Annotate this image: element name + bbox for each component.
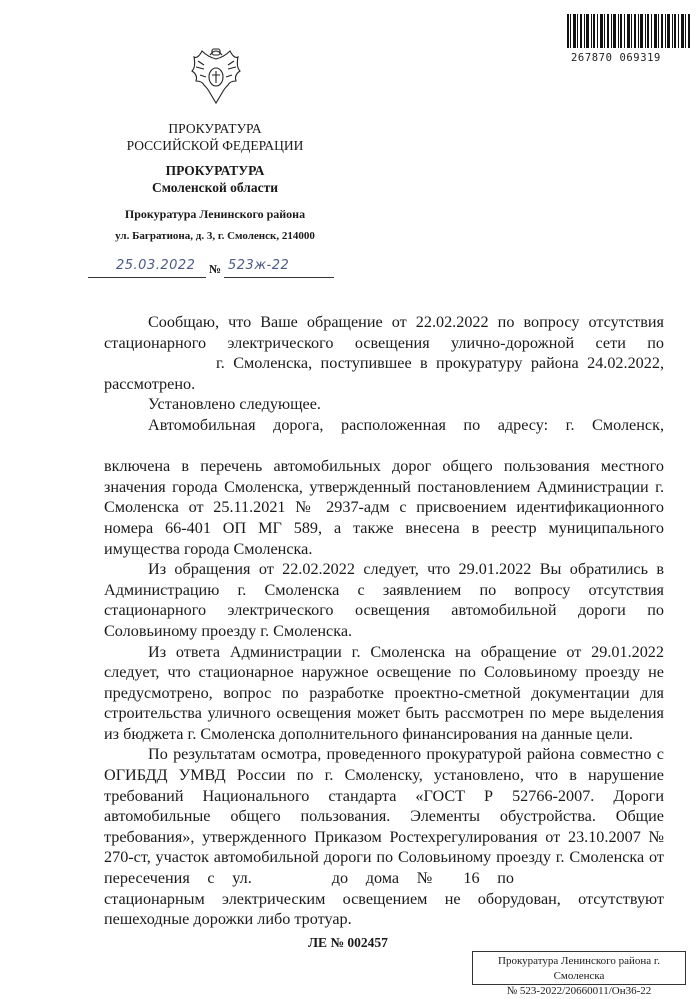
paragraph-6-text: По результатам осмотра, проведенного прокуратурой района совместно с ОГИБДД УМВД России по г. Смоленску, установлено, что в нарушение требований Национального стандарта «ГОСТ Р 52766-2007. Дороги автомобильные общего пользования. Элементы обустройства. Общие требования», утвержденного Приказом Ростехрегулирования от 23.10.2007 № 270-ст, участок автомобильной дороги по Соловьиному проезду г. Смоленска от пересечения с ул.: [104, 745, 664, 888]
paragraph-2: Установлено следующее.: [148, 395, 321, 414]
barcode-bars: [567, 14, 691, 50]
agency-line1: ПРОКУРАТУРА: [168, 121, 262, 136]
paragraph-4: Из обращения от 22.02.2022 следует, что 29.01.2022 Вы обратились в Администрацию г. Смоленска с заявлением по вопросу отсутствия стационарного электрического освещения автомобильной дороги по Соловьиному проезду г. Смоленска.: [104, 560, 664, 640]
registration-date: 25.03.2022: [116, 258, 196, 273]
regional-header: [100, 162, 330, 196]
paragraph-6: [104, 744, 664, 929]
agency-line2: РОССИЙСКОЙ ФЕДЕРАЦИИ: [126, 138, 304, 153]
registration-line: [88, 258, 348, 282]
registration-number: 523ж-22: [228, 258, 290, 273]
paragraph-1-end: г. Смоленска, поступившее в прокуратуру района 24.02.2022, рассмотрено.: [104, 354, 664, 393]
paragraph-6-mid: до дома № 16 по: [331, 869, 515, 888]
letter-body: [104, 312, 664, 930]
paragraph-3-start: Автомобильная дорога, расположенная по адресу: г. Смоленск,: [148, 415, 664, 434]
date-underline: [88, 277, 206, 278]
paragraph-3: [104, 415, 664, 559]
paragraph-3-text: включена в перечень автомобильных дорог общего пользования местного значения города Смоленска, утвержденный постановлением Администрации г. Смоленска от 25.11.2021 № 2937-адм с присвоением идентификационного номера 66-401 ОП МГ 589, а также внесена в реестр муниципального имущества города Смоленска.: [104, 457, 664, 558]
number-underline: [224, 277, 334, 278]
coat-of-arms-icon: [190, 45, 242, 107]
stamp-line1: Прокуратура Ленинского района г. Смоленска: [498, 955, 660, 982]
regional-line1: ПРОКУРАТУРА: [165, 163, 265, 178]
barcode-number: 267870 069319: [571, 52, 661, 64]
paragraph-5: Из ответа Администрации г. Смоленска на обращение от 29.01.2022 следует, что стационарное наружное освещение по Соловьиному проезду не предусмотрено, вопрос по разработке проектно-сметной документации для строительства уличного освещения может быть рассмотрен по мере выделения из бюджета г. Смоленска дополнительного финансирования на данные цели.: [104, 642, 664, 743]
number-sign: №: [209, 262, 222, 276]
stamp-line2: № 523-2022/20660011/Он36-22: [506, 985, 652, 997]
regional-line2: Смоленской области: [151, 180, 279, 195]
barcode: [567, 14, 691, 64]
form-number: ЛЕ № 002457: [308, 935, 388, 950]
paragraph-1: [104, 312, 664, 394]
district-office: Прокуратура Ленинского района: [124, 207, 306, 221]
paragraph-6-end: стационарным электрическим освещением не оборудован, отсутствуют пешеходные дорожки либо тротуар.: [104, 889, 664, 929]
office-address: ул. Багратиона, д. 3, г. Смоленск, 214000: [115, 230, 315, 242]
paragraph-1-text: Сообщаю, что Ваше обращение от 22.02.2022 по вопросу отсутствия стационарного электрического освещения улично-дорожной сети по: [104, 313, 664, 352]
agency-header: [100, 120, 330, 154]
registration-stamp: [472, 951, 686, 997]
